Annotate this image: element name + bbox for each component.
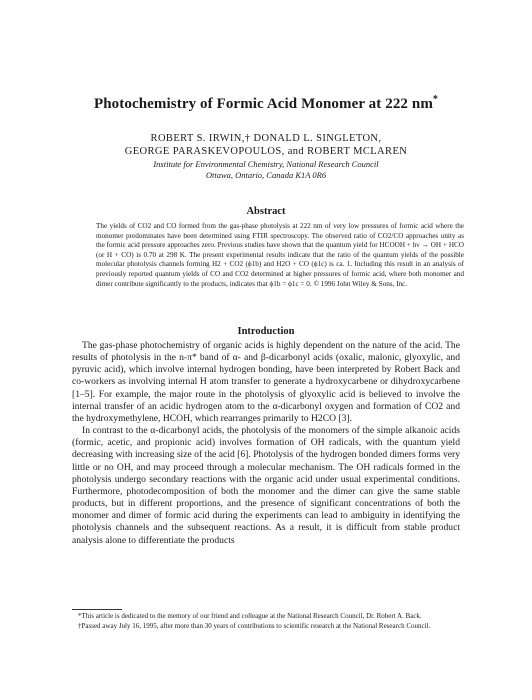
intro-paragraph-1: The gas-phase photochemistry of organic acids is highly dependent on the nature of the acid. The results of photolysis in the n-π* band of α- and β-dicarbonyl acids (oxalic, malonic, glyoxylic, and pyruvic acid), which involve internal hydrogen bonding, have been interpreted by Robert Back and co-workers as involving internal H atom transfer to generate a hydroxycarbene or dihydroxycarbene [1–5]. For example, the major route in the photolysis of glyoxylic acid is believed to involve the internal transfer of an acidic hydrogen atom to the α-dicarbonyl oxygen and formation of CO2 and the hydroxymethylene, HCOH, which rearranges primarily to H2CO [3]. (72, 340, 460, 424)
introduction-body (72, 340, 460, 547)
affiliation (0, 159, 532, 181)
abstract-text: The yields of CO2 and CO formed from the gas-phase photolysis at 222 nm of very low pressures of formic acid where the monomer predominates have been determined using FTIR spectroscopy. The observed ratio of CO2/CO approaches unity as the formic acid pressure approaches zero. Previous studies have shown that the quantum yield for HCOOH + hν → OH + HCO (or H + CO) is 0.70 at 298 K. The present experimental results indicate that the ratio of the quantum yields of the possible molecular photolysis channels forming H2 + CO2 (ϕ1b) and H2O + CO (ϕ1c) is ca. 1. Including this result in an analysis of previously reported quantum yields of CO and CO2 determined at higher pressures of formic acid, where both monomer and dimer contribute significantly to the products, indicates that ϕ1b = ϕ1c = 0. © 1996 John Wiley & Sons, Inc. (96, 222, 464, 288)
introduction-heading: Introduction (237, 326, 295, 337)
footnote-divider (72, 609, 122, 610)
author-line-2: GEORGE PARASKEVOPOULOS, and ROBERT MCLAREN (124, 146, 408, 157)
footnotes (72, 612, 460, 633)
title-footnote-mark: * (432, 94, 439, 105)
intro-paragraph-2: In contrast to the α-dicarbonyl acids, the photolysis of the monomers of the simple alkanoic acids (formic, acetic, and propionic acid) involves formation of OH radicals, with the quantum yield decreasing with increasing size of the acid [6]. Photolysis of the hydrogen bonded dimers forms very little or no OH, and may proceed through a molecular mechanism. The OH radicals formed in the photolysis undergo secondary reactions with the organic acid under usual experimental conditions. Furthermore, photodecomposition of both the monomer and the dimer can give the same stable products, but in different proportions, and the presence of significant concentrations of both the monomer and dimer of formic acid during the experiments can lead to ambiguity in identifying the photolysis channels and the subsequent reactions. As a result, it is difficult from stable product analysis alone to differentiate the products (72, 425, 460, 546)
affiliation-line-2: Ottawa, Ontario, Canada K1A 0R6 (205, 170, 327, 180)
article-title-text: Photochemistry of Formic Acid Monomer at 222 nm (93, 96, 433, 112)
article-title (0, 94, 532, 113)
abstract-heading: Abstract (246, 206, 286, 217)
author-list (0, 132, 532, 158)
footnote-dedication: *This article is dedicated to the memory of our friend and colleague at the National Research Council, Dr. Robert A. Back. (78, 612, 422, 620)
author-line-1: ROBERT S. IRWIN,† DONALD L. SINGLETON, (150, 133, 382, 144)
affiliation-line-1: Institute for Environmental Chemistry, National Research Council (153, 159, 379, 169)
footnote-author-memorial: †Passed away July 16, 1995, after more than 30 years of contributions to scientific research at the National Research Council. (78, 622, 431, 631)
